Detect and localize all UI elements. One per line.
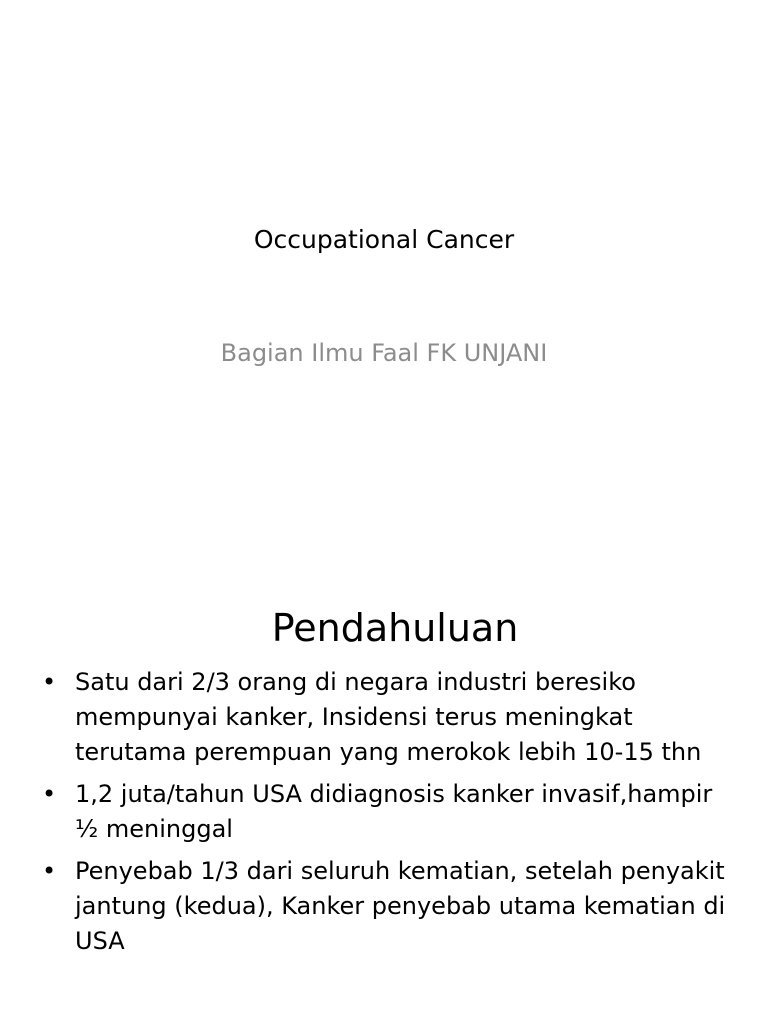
content-slide [0,512,768,1024]
bullet-point-icon: • [42,780,57,808]
bullet-text: Satu dari 2/3 orang di negara industri beresiko mempunyai kanker, Insidensi terus meningkat terutama perempuan yang merokok lebih 10-15 thn [75,668,702,766]
bullet-item [42,665,732,770]
bullet-item [42,854,732,959]
bullet-point-icon: • [42,857,57,885]
bullet-text: Penyebab 1/3 dari seluruh kematian, setelah penyakit jantung (kedua), Kanker penyebab utama kematian di USA [75,857,726,955]
bullet-list [42,665,732,966]
bullet-point-icon: • [42,668,57,696]
slide-title: Occupational Cancer [253,225,515,254]
slide-subtitle: Bagian Ilmu Faal FK UNJANI [220,339,548,367]
bullet-item [42,777,732,847]
bullet-text: 1,2 juta/tahun USA didiagnosis kanker invasif,hampir ½ meninggal [75,780,713,843]
section-title: Pendahuluan [271,606,519,650]
